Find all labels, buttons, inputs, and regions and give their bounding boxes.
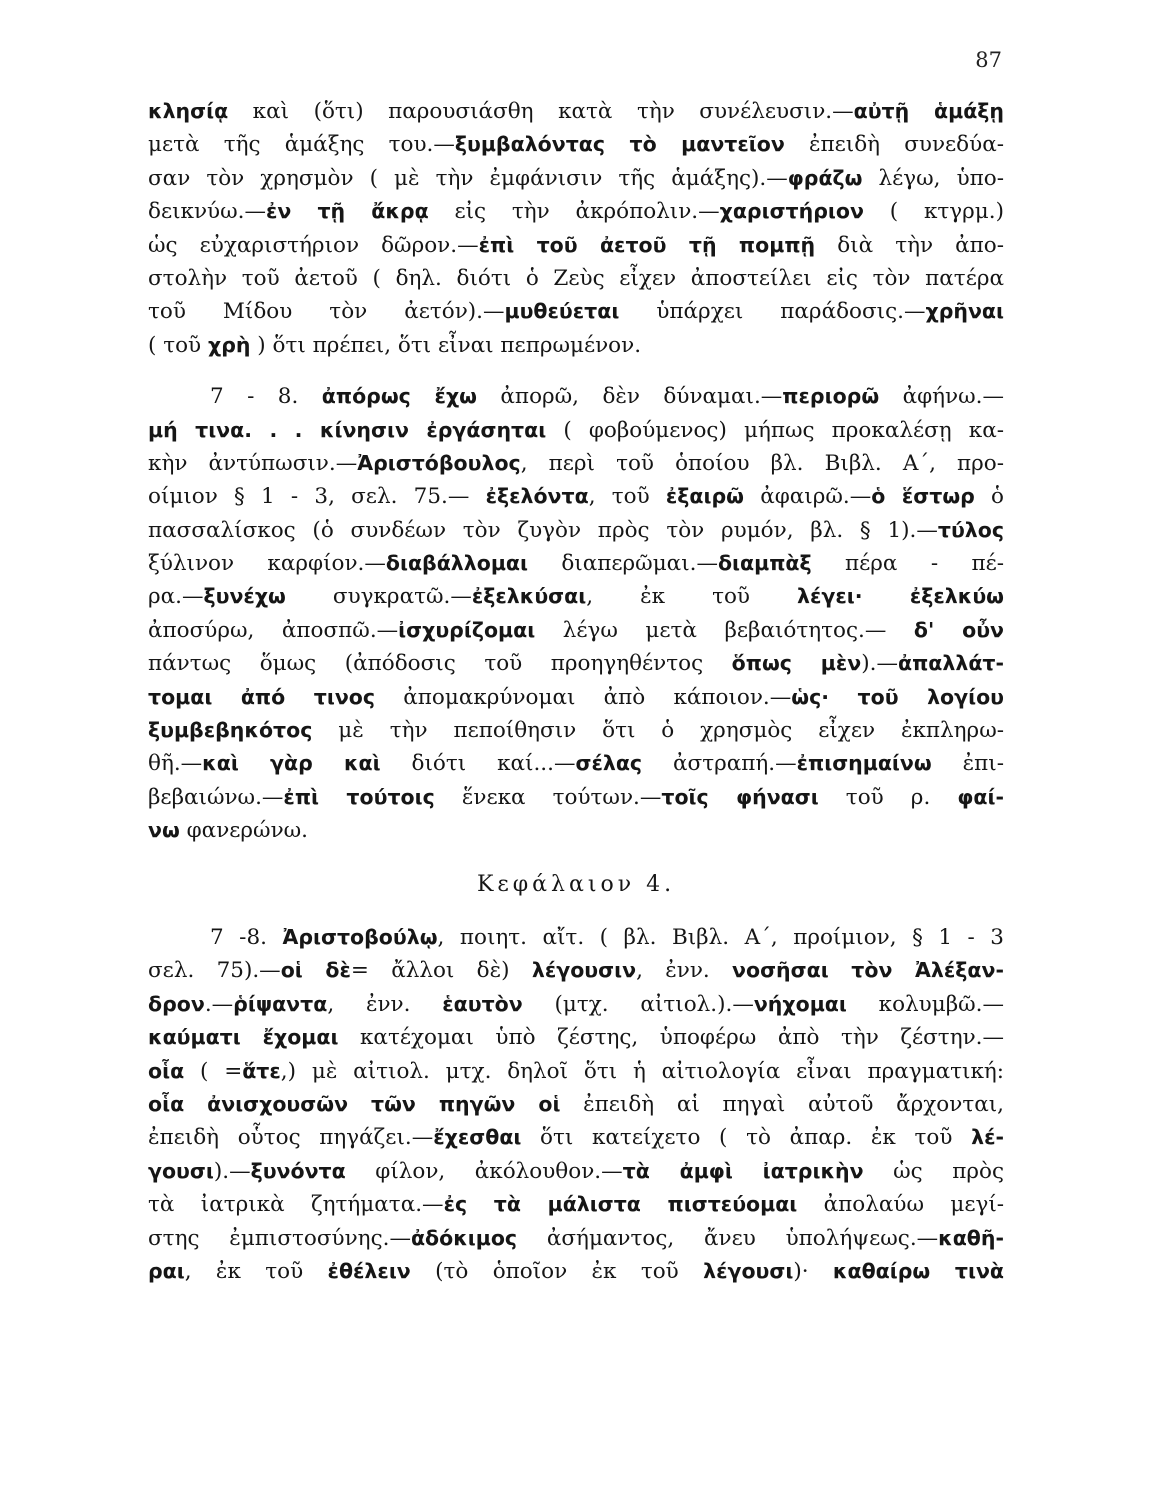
text-line: δεικνύω.—ἐν τῇ ἄκρᾳ εἰς τὴν ἀκρόπολιν.—χαριστήριον ( κτγρμ.): [148, 199, 1004, 225]
text-line: ὡς εὐχαριστήριον δῶρον.—ἐπὶ τοῦ ἀετοῦ τῇ πομπῇ διὰ τὴν ἀπο-: [148, 232, 1004, 258]
text-line: κὴν ἀντύπωσιν.—Ἀριστόβουλος, περὶ τοῦ ὁποίου βλ. Βιβλ. Α΄, προ-: [148, 450, 1005, 476]
text-line: γουσι).—ξυνόντα φίλον, ἀκόλουθον.—τὰ ἀμφὶ ἰατρικὴν ὡς πρὸς: [148, 1158, 1004, 1184]
page-number: 87: [975, 48, 1002, 72]
text-line: στολὴν τοῦ ἀετοῦ ( δηλ. διότι ὁ Ζεὺς εἶχεν ἀποστείλει εἰς τὸν πατέρα: [148, 265, 1004, 291]
text-line: οἷα ( =ἅτε,) μὲ αἰτιολ. μτχ. δηλοῖ ὅτι ἡ αἰτιολογία εἶναι πραγματική:: [148, 1058, 1005, 1084]
text-line: 7 - 8. ἀπόρως ἔχω ἀπορῶ, δὲν δύναμαι.—περιορῶ ἀφήνω.—: [210, 384, 1004, 410]
text-line: πάντως ὅμως (ἀπόδοσις τοῦ προηγηθέντος ὅπως μὲν).—ἀπαλλάτ-: [148, 651, 1004, 677]
text-line: τοῦ Μίδου τὸν ἀετόν).—μυθεύεται ὑπάρχει παράδοσις.—χρῆναι: [148, 299, 1004, 325]
section-gap: [148, 901, 1004, 921]
text-line: μετὰ τῆς ἁμάξης του.—ξυμβαλόντας τὸ μαντεῖον ἐπειδὴ συνεδύα-: [148, 132, 1004, 158]
text-line: μή τινα. . . κίνησιν ἐργάσηται ( φοβούμενος) μήπως προκαλέσῃ κα-: [148, 417, 1005, 443]
text-line: στης ἐμπιστοσύνης.—ἀδόκιμος ἀσήμαντος, ἄνευ ὑπολήψεως.—καθῆ-: [148, 1225, 1004, 1251]
text-line: πασσαλίσκος (ὁ συνδέων τὸν ζυγὸν πρὸς τὸν ρυμόν, βλ. § 1).—τύλος: [148, 517, 1004, 543]
text-line: ρα.—ξυνέχω συγκρατῶ.—ἐξελκύσαι, ἐκ τοῦ λέγει· ἐξελκύω: [148, 584, 1004, 610]
text-line: ραι, ἐκ τοῦ ἐθέλειν (τὸ ὁποῖον ἐκ τοῦ λέγουσι)· καθαίρω τινὰ: [148, 1258, 1004, 1284]
text-line: οίμιον § 1 - 3, σελ. 75.— ἐξελόντα, τοῦ ἐξαιρῶ ἀφαιρῶ.—ὁ ἕστωρ ὁ: [148, 484, 1004, 510]
text-line: ξύλινον καρφίον.—διαβάλλομαι διαπερῶμαι.—διαμπὰξ πέρα - πέ-: [148, 551, 1004, 577]
text-line: καύματι ἔχομαι κατέχομαι ὑπὸ ζέστης, ὑποφέρω ἀπὸ τὴν ζέστην.—: [148, 1025, 1004, 1051]
text-line: βεβαιώνω.—ἐπὶ τούτοις ἕνεκα τούτων.—τοῖς φήνασι τοῦ ρ. φαί-: [148, 784, 1004, 810]
text-line: σελ. 75).—οἱ δὲ= ἄλλοι δὲ) λέγουσιν, ἐνν. νοσῆσαι τὸν Ἀλέξαν-: [148, 958, 1004, 984]
text-line: τὰ ἰατρικὰ ζητήματα.—ἐς τὰ μάλιστα πιστεύομαι ἀπολαύω μεγί-: [148, 1192, 1005, 1218]
chapter-heading: Κεφάλαιον 4.: [476, 871, 676, 897]
text-line: ἀποσύρω, ἀποσπῶ.—ἰσχυρίζομαι λέγω μετὰ βεβαιότητος.— δ' οὖν: [148, 617, 1004, 643]
text-line: ( τοῦ χρὴ ) ὅτι πρέπει, ὅτι εἶναι πεπρωμένον.: [148, 332, 642, 358]
text-line: νω φανερώνω.: [148, 818, 309, 844]
text-line: δρον.—ῥίψαντα, ἐνν. ἑαυτὸν (μτχ. αἰτιολ.).—νήχομαι κολυμβῶ.—: [148, 991, 1004, 1017]
text-line: σαν τὸν χρησμὸν ( μὲ τὴν ἐμφάνισιν τῆς ἁμάξης).—φράζω λέγω, ὑπο-: [148, 165, 1004, 191]
text-line: θῆ.—καὶ γὰρ καὶ διότι καί...—σέλας ἀστραπή.—ἐπισημαίνω ἐπι-: [148, 751, 1004, 777]
text-line: τομαι ἀπό τινος ἀπομακρύνομαι ἀπὸ κάποιον.—ὡς· τοῦ λογίου: [148, 684, 1005, 710]
text-line: οἷα ἀνισχουσῶν τῶν πηγῶν οἱ ἐπειδὴ αἱ πηγαὶ αὐτοῦ ἄρχονται,: [148, 1091, 1005, 1117]
section-gap: [148, 848, 1004, 868]
text-line: κλησίᾳ καὶ (ὅτι) παρουσιάσθη κατὰ τὴν συνέλευσιν.—αὐτῇ ἁμάξῃ: [148, 99, 1005, 124]
text-line: ἐπειδὴ οὗτος πηγάζει.—ἔχεσθαι ὅτι κατείχετο ( τὸ ἀπαρ. ἐκ τοῦ λέ-: [148, 1125, 1005, 1151]
paragraph-gap: [148, 362, 1004, 380]
commentary-text: [148, 95, 1004, 1288]
text-line: ξυμβεβηκότος μὲ τὴν πεποίθησιν ὅτι ὁ χρησμὸς εἶχεν ἐκπληρω-: [148, 718, 1004, 744]
text-line: 7 -8. Ἀριστοβούλῳ, ποιητ. αἴτ. ( βλ. Βιβλ. Α΄, προίμιον, § 1 - 3: [210, 924, 1004, 950]
